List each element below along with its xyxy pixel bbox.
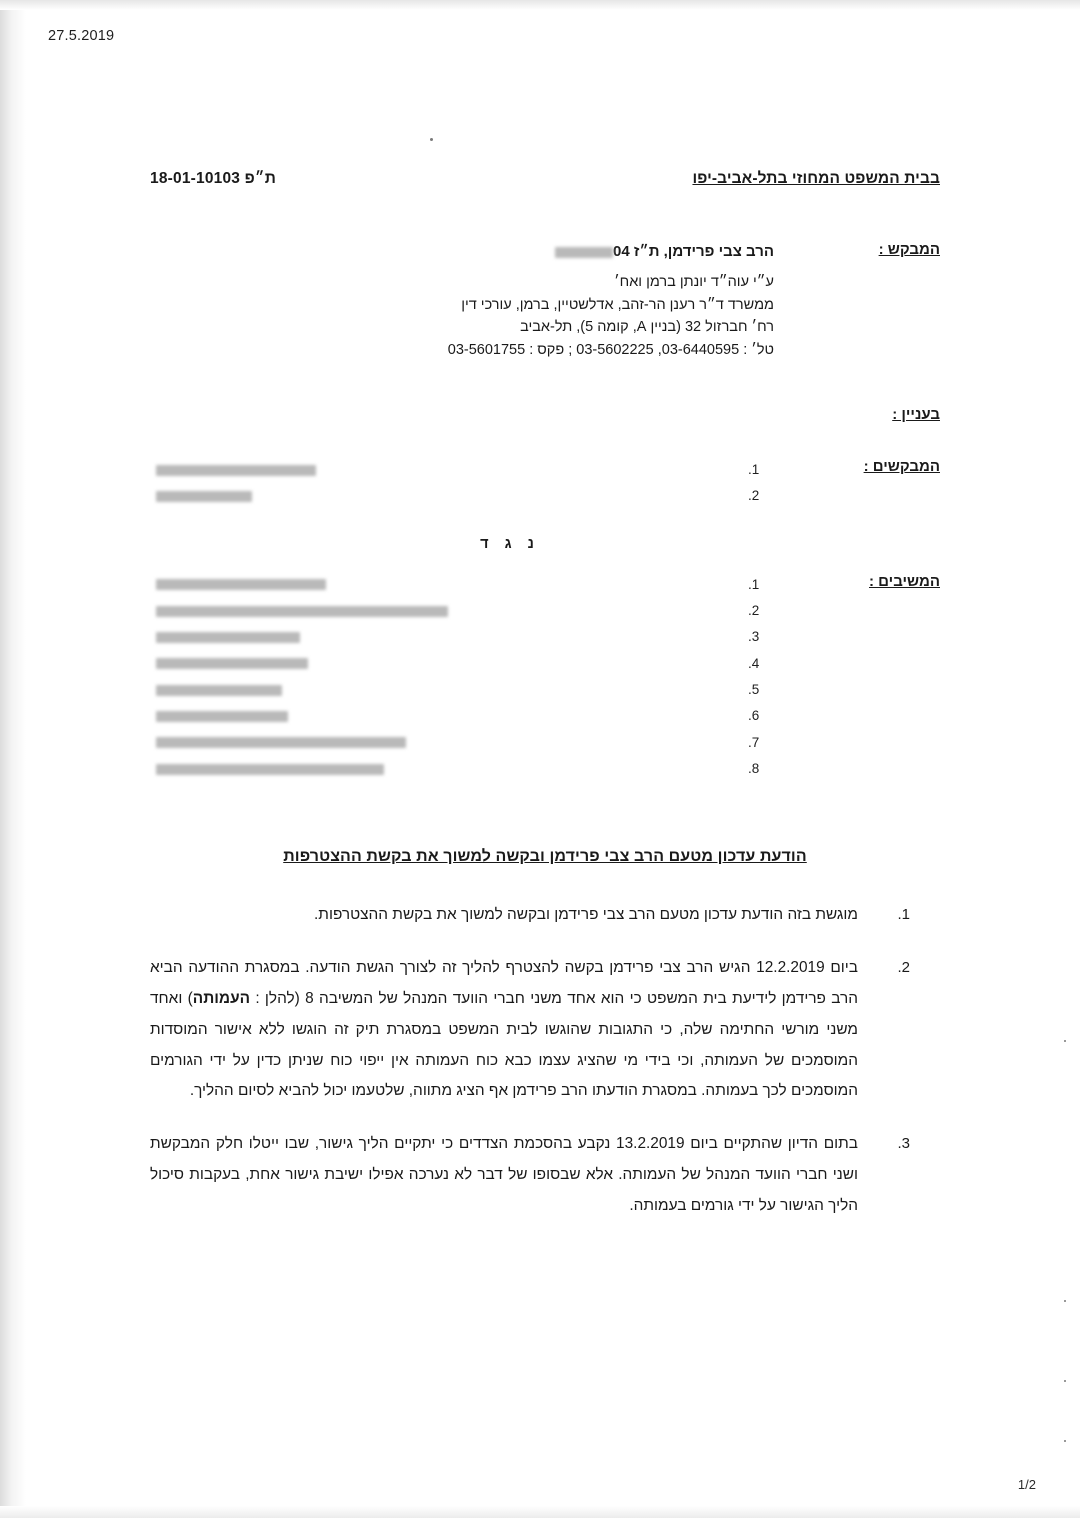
redaction-wrap <box>150 764 748 775</box>
scan-edge-top <box>0 0 1080 10</box>
paragraph-3: בתום הדיון שהתקיים ביום 13.2.2019 נקבע בהסכמת הצדדים כי יתקיים הליך גישור, שבו ייטלו חלק המבקשת ושני חברי הוועד המנהל של העמותה. אלא שבסופו של דבר לא נערכה אפילו ישיבת גישור אחת, בעקבות סיכול הליך הגישור על ידי גורמים בעמותה. <box>150 1135 858 1214</box>
matter-block <box>150 405 940 423</box>
respondents-block <box>150 572 940 783</box>
matter-body <box>150 405 830 423</box>
redaction-bar <box>156 579 326 590</box>
paragraph-1: מוגשת בזה הודעת עדכון מטעם הרב צבי פרידמן ובקשה למשוך את בקשת ההצטרפות. <box>314 906 858 924</box>
list-item <box>150 457 774 483</box>
respondent-index: 2. <box>748 603 760 619</box>
case-number: ת״פ 18-01-10103 <box>150 170 277 187</box>
requester-phone: טל׳ : 03-6440595, 03-5602225 ; פקס : 03-5601755 <box>447 341 774 358</box>
respondent-index: 8. <box>748 760 760 776</box>
body-paragraph-list <box>150 900 940 1221</box>
list-item <box>150 703 774 729</box>
respondent-index: 4. <box>748 655 760 671</box>
redaction-bar <box>156 658 308 669</box>
respondent-index: 7. <box>748 734 760 750</box>
respondent-index: 5. <box>748 682 760 697</box>
redaction-wrap <box>150 658 748 669</box>
list-item <box>150 598 774 624</box>
list-item <box>150 730 774 756</box>
list-item <box>150 677 774 703</box>
requester-address: רח׳ חברזול 32 (בניין A, קומה 5), תל-אביב <box>520 319 774 336</box>
list-item <box>150 756 774 782</box>
respondents-body <box>150 572 830 783</box>
redaction-bar <box>156 764 384 775</box>
document-header <box>150 170 940 188</box>
page-number: 1/2 <box>1017 1477 1036 1492</box>
versus-separator: נ ג ד <box>480 535 540 552</box>
redaction-wrap <box>150 632 748 643</box>
requester-attorney: ע״י עוה״ד יונתן ברמן ואח׳ <box>614 274 774 291</box>
respondents-label: המשיבים : <box>869 572 940 590</box>
date-stamp: 27.5.2019 <box>48 28 115 44</box>
redaction-bar <box>156 606 448 617</box>
redaction-bar <box>156 632 300 643</box>
redaction-bar <box>156 711 288 722</box>
respondent-index: 1. <box>748 576 760 592</box>
matter-label: בעניין : <box>892 406 940 424</box>
list-item <box>150 483 774 509</box>
requester-name: הרב צבי פרידמן, ת״ז 04 <box>613 243 774 260</box>
margin-tick <box>1064 1300 1066 1302</box>
redaction-wrap <box>150 711 748 722</box>
redaction-wrap <box>150 737 748 748</box>
scan-speck <box>430 138 433 141</box>
redaction-bar <box>156 685 282 696</box>
respondent-index: 6. <box>748 708 760 724</box>
requester-block <box>150 240 940 361</box>
margin-tick <box>1064 1040 1066 1042</box>
redaction-wrap <box>150 491 748 502</box>
requester-firm: ממשרד ד״ר רענן הר-זהב, אדלשטיין, ברמן, עורכי דין <box>461 296 774 313</box>
applicants-list <box>150 457 774 510</box>
requester-body <box>150 240 830 361</box>
scan-edge-left <box>0 0 26 1518</box>
applicants-block <box>150 457 940 510</box>
margin-tick <box>1064 1440 1066 1442</box>
requester-name-line <box>150 240 774 263</box>
redaction-wrap <box>150 465 748 476</box>
redaction-wrap <box>150 579 748 590</box>
respondents-list <box>150 572 774 783</box>
list-item <box>150 624 774 650</box>
applicant-index: 2. <box>748 488 760 504</box>
document-content <box>150 170 940 1244</box>
court-name: בבית המשפט המחוזי בתל-אביב-יפו <box>692 170 940 187</box>
respondent-index: 3. <box>748 629 760 645</box>
margin-tick <box>1064 1380 1066 1382</box>
scan-edge-bottom <box>0 1506 1080 1518</box>
list-item <box>150 651 774 677</box>
applicants-label: המבקשים : <box>863 458 940 476</box>
requester-label: המבקש : <box>878 241 940 258</box>
applicant-index: 1. <box>748 462 760 478</box>
redaction-wrap <box>150 606 748 617</box>
redaction-bar <box>156 465 316 476</box>
list-item <box>150 572 774 598</box>
redaction-bar <box>156 737 406 748</box>
redaction-bar <box>555 247 613 258</box>
redaction-bar <box>156 491 252 502</box>
paragraph-2: ביום 12.2.2019 הגיש הרב צבי פרידמן בקשה להצטרף להליך זה לצורך הגשת הודעה. במסגרת ההודעה הביא הרב פרידמן לידיעת בית המשפט כי הוא אחד משני חברי הוועד המנהל של המשיבה 8 (להלן : העמותה) ואחד משני מורשי החתימה שלה, כי התגובות שהוגשו לבית המשפט במסגרת תיק זה הוגשו ללא אישור המוסדות המוסמכים של העמותה, וכי בידי מי שהציג עצמו כבא כוח העמותה אין ייפוי כוח שניתן כדין על ידי הגורמים המוסמכים לכך בעמותה. במסגרת הודעתו הרב פרידמן אף הציג מתווה, שלטעמו יכול להביא לסיום ההליך. <box>150 959 859 1100</box>
applicants-body <box>150 457 830 510</box>
redaction-wrap <box>150 685 748 696</box>
page-title: הודעת עדכון מטעם הרב צבי פרידמן ובקשה למשוך את בקשת ההצטרפות <box>283 848 807 866</box>
